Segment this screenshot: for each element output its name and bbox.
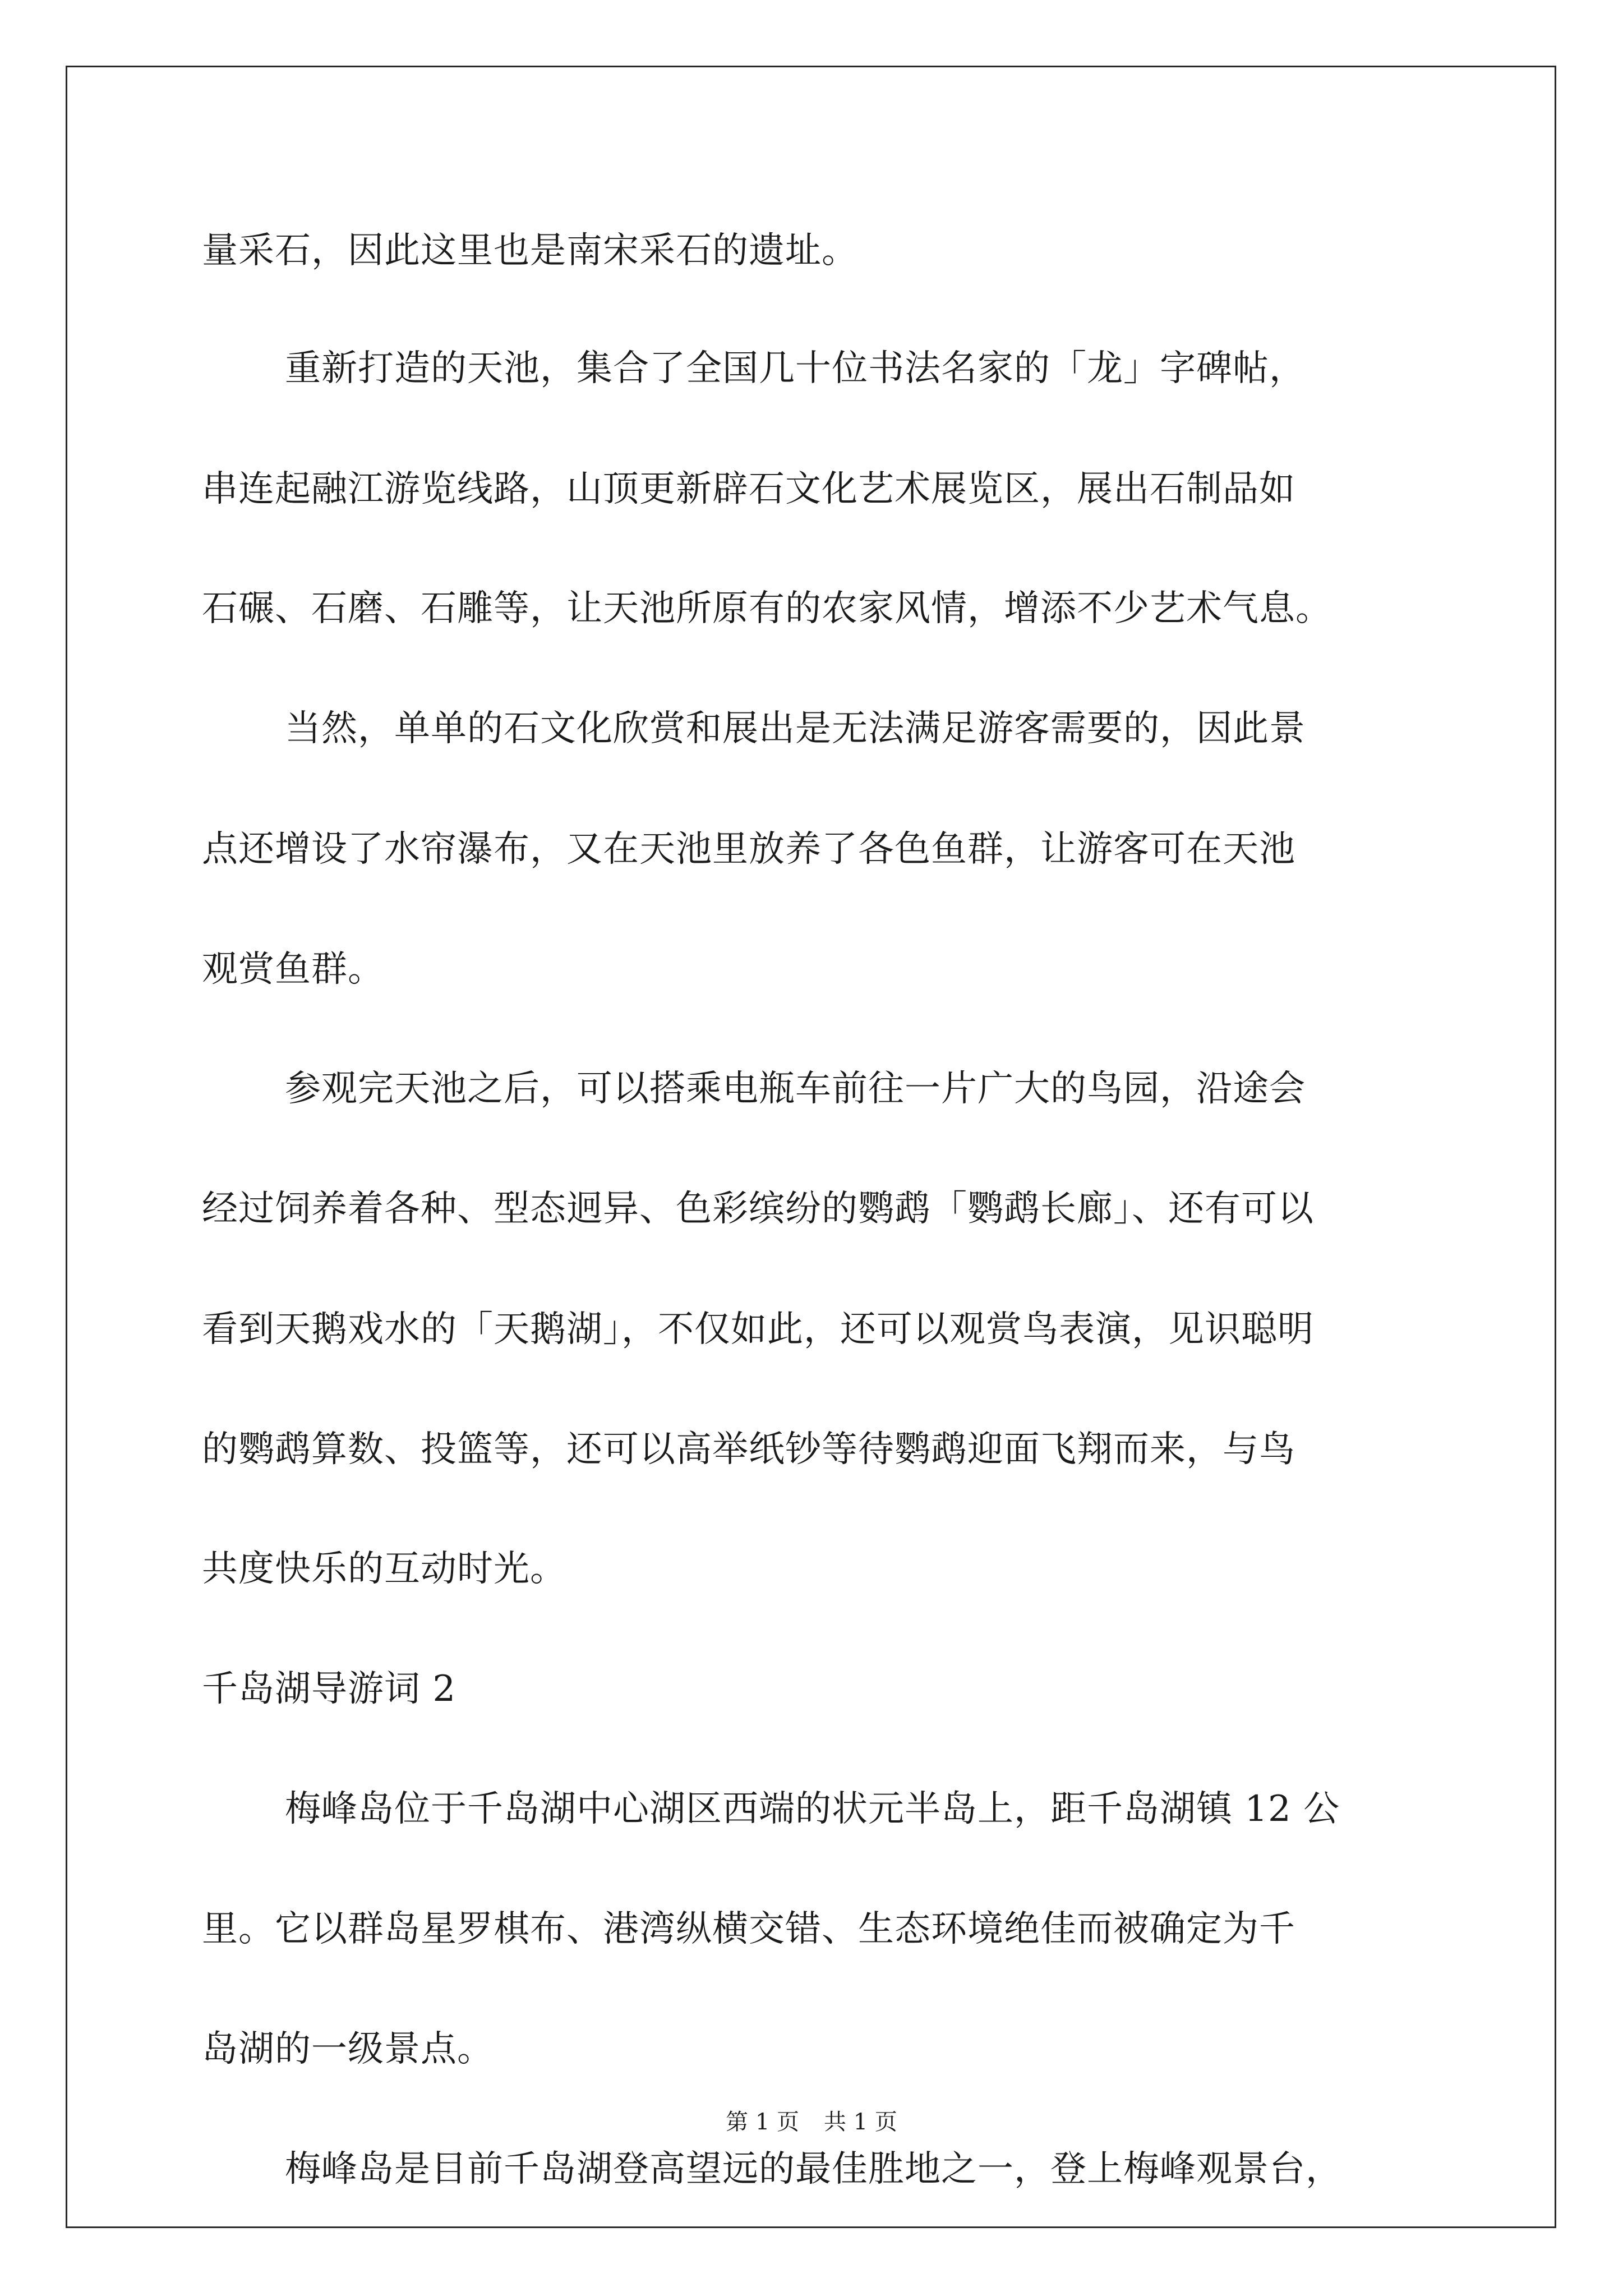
paragraph-first-line: 重新打造的天池，集合了全国几十位书法名家的「龙」字碑帖， xyxy=(285,348,1306,389)
text-line: 石碾、石磨、石雕等，让天池所原有的农家风情，增添不少艺术气息。 xyxy=(202,588,1332,629)
page-footer xyxy=(0,2108,1623,2136)
text-line: 岛湖的一级景点。 xyxy=(202,2028,494,2070)
paragraph-first-line: 梅峰岛是目前千岛湖登高望远的最佳胜地之一，登上梅峰观景台， xyxy=(285,2148,1342,2190)
paragraph-first-line: 参观完天池之后，可以搭乘电瓶车前往一片广大的鸟园，沿途会 xyxy=(285,1068,1306,1110)
text-line: 观赏鱼群。 xyxy=(202,949,384,990)
text-line: 共度快乐的互动时光。 xyxy=(202,1548,566,1590)
text-line: 量采石，因此这里也是南宋采石的遗址。 xyxy=(202,230,858,272)
text-line: 点还增设了水帘瀑布，又在天池里放养了各色鱼群，让游客可在天池 xyxy=(202,829,1295,870)
text-line: 经过饲养着各种、型态迥异、色彩缤纷的鹦鹉「鹦鹉长廊」、还有可以 xyxy=(202,1188,1314,1230)
section-heading: 千岛湖导游词 2 xyxy=(202,1668,457,1710)
text-line: 的鹦鹉算数、投篮等，还可以高举纸钞等待鹦鹉迎面飞翔而来，与鸟 xyxy=(202,1429,1295,1470)
text-line: 看到天鹅戏水的「天鹅湖」，不仅如此，还可以观赏鸟表演，见识聪明 xyxy=(202,1309,1314,1350)
text-line: 里。它以群岛星罗棋布、港湾纵横交错、生态环境绝佳而被确定为千 xyxy=(202,1908,1295,1950)
page-total: 共 1 页 xyxy=(824,2109,897,2135)
text-line: 串连起融江游览线路，山顶更新辟石文化艺术展览区，展出石制品如 xyxy=(202,468,1295,510)
paragraph-first-line: 当然，单单的石文化欣赏和展出是无法满足游客需要的，因此景 xyxy=(285,708,1306,749)
page-number: 第 1 页 xyxy=(726,2109,799,2135)
paragraph-first-line: 梅峰岛位于千岛湖中心湖区西端的状元半岛上，距千岛湖镇 12 公 xyxy=(285,1788,1340,1830)
